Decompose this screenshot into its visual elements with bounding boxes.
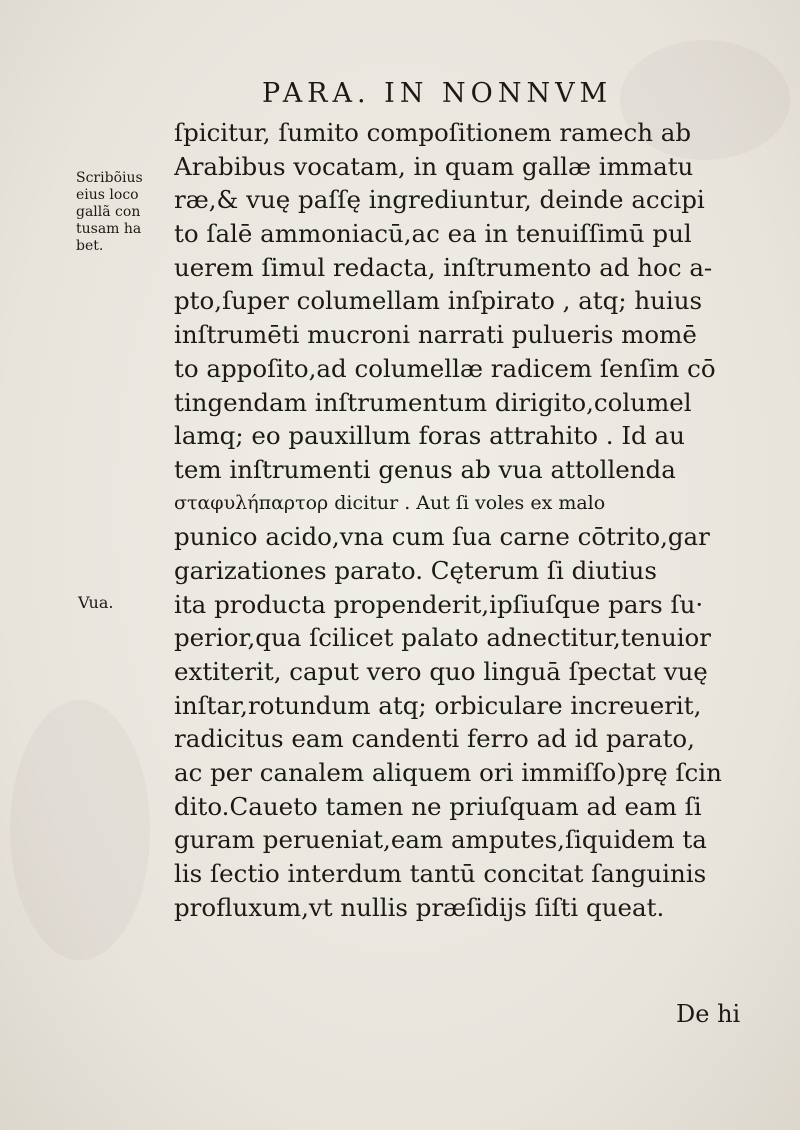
text-line: ita producta propenderit,ipſiuſque pars ſu·	[174, 589, 704, 619]
text-line: radicitus eam candenti ferro ad id parato,	[174, 724, 695, 754]
catchword: De hi	[676, 1000, 741, 1028]
margin-note-line: Scribõius	[76, 170, 143, 186]
text-line: guram perueniat,eam amputes,ſiquidem ta	[174, 825, 707, 855]
text-line: σταφυλήπαρτορ dicitur . Aut ſi voles ex malo	[174, 491, 606, 514]
text-line: ſpicitur, ſumito compoſitionem ramech ab	[174, 118, 692, 147]
margin-note	[76, 170, 176, 255]
margin-note-line: gallã con	[76, 204, 141, 220]
running-header: PARA. IN NONNVM	[262, 78, 613, 109]
text-line: to ſalē ammoniacū,ac ea in tenuiſſimū pul	[174, 219, 692, 249]
text-line: inſtrumēti mucroni narrati pulueris momē	[174, 320, 697, 350]
margin-note-line: tusam ha	[76, 221, 142, 237]
text-line: tingendam inſtrumentum dirigito,columel	[174, 387, 692, 417]
text-line: profluxum,vt nullis præſidijs ſiſti queat.	[174, 892, 665, 922]
text-line: dito.Caueto tamen ne priuſquam ad eam ſi	[174, 791, 702, 821]
paper-stain	[10, 700, 150, 960]
text-line: lamq; eo pauxillum foras attrahito . Id au	[174, 421, 685, 451]
margin-note-line: eius loco	[76, 187, 139, 203]
text-line: inſtar,rotundum atq; orbiculare increuerit,	[174, 690, 702, 720]
text-line: garizationes parato. Cęterum ſi diutius	[174, 555, 657, 585]
text-line: lis ſectio interdum tantū concitat ſanguinis	[174, 859, 707, 889]
text-line: uerem ſimul redacta, inſtrumento ad hoc a-	[174, 252, 713, 282]
body-text	[174, 116, 774, 925]
text-line: ræ,& vuę paſſę ingrediuntur, deinde accipi	[174, 185, 705, 215]
text-line: tem inſtrumenti genus ab vua attollenda	[174, 454, 676, 484]
text-line: to appoſito,ad columellæ radicem ſenſim cō	[174, 353, 716, 383]
text-line: ac per canalem aliquem ori immiſſo)prę ſcin	[174, 758, 722, 788]
text-line: extiterit, caput vero quo linguā ſpectat vuę	[174, 657, 708, 686]
margin-note-vua: Vua.	[78, 593, 114, 612]
text-line: punico acido,vna cum ſua carne cōtrito,gar	[174, 522, 710, 552]
text-line: perior,qua ſcilicet palato adnectitur,tenuior	[174, 623, 712, 653]
text-line: Arabibus vocatam, in quam gallæ immatu	[174, 151, 694, 181]
text-line: pto,ſuper columellam inſpirato , atq; huius	[174, 286, 703, 316]
margin-note-line: bet.	[76, 238, 104, 254]
